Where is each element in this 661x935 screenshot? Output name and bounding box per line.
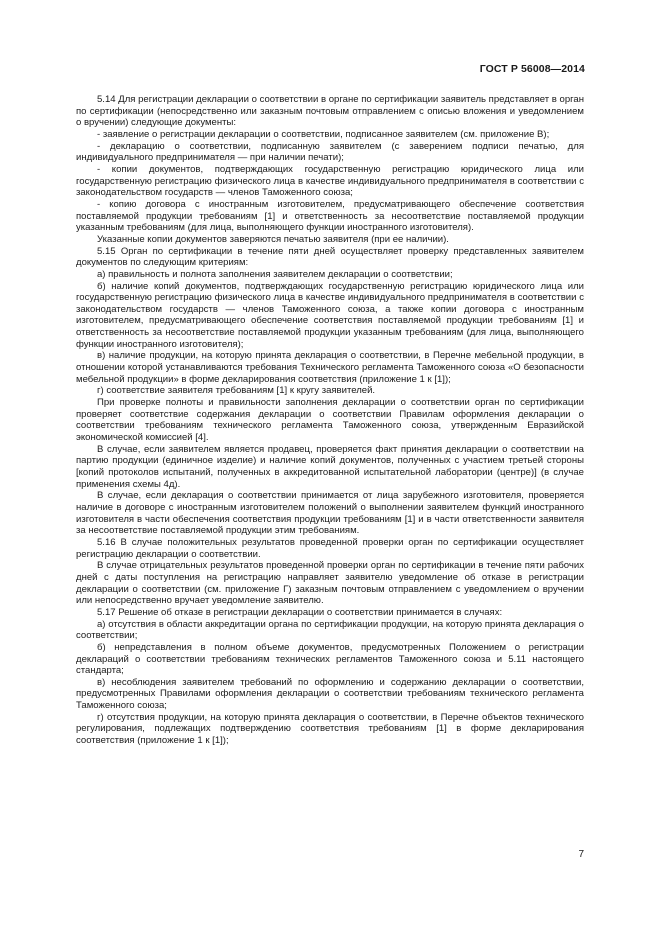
document-body <box>76 94 584 747</box>
paragraph: В случае отрицательных результатов проведенной проверки орган по сертификации в течение пяти рабочих дней с даты поступления на регистрацию направляет заявителю уведомление об отказе в регистрации декларации о соответствии (см. приложение Г) заказным почтовым отправлением с уведомлением о вручении или непосредственно вручает уведомление заявителю. <box>76 560 584 607</box>
paragraph: г) отсутствия продукции, на которую принята декларация о соответствии, в Перечне объектов технического регулирования, подлежащих подтверждению соответствия требованиям [1] в форме декларирования соответствия (приложение 1 к [1]); <box>76 711 584 747</box>
paragraph: 5.17 Решение об отказе в регистрации декларации о соответствии принимается в случаях: <box>97 606 503 618</box>
paragraph: Указанные копии документов заверяются печатью заявителя (при ее наличии). <box>97 233 449 245</box>
paragraph: - копию договора с иностранным изготовителем, предусматривающего обеспечение соответствия поставляемой продукции требованиям [1] и ответственность за несоответствие поставляемой продукции указанным требованиям (для лица, выполняющего функции иностранного изготовителя). <box>76 198 584 234</box>
paragraph: в) наличие продукции, на которую принята декларация о соответствии, в Перечне мебельной продукции, в отношении которой устанавливаются требования Технического регламента Таможенного союза «О безопасности мебельной продукции» в форме декларирования соответствия (приложение 1 к [1]); <box>76 350 584 385</box>
page-number: 7 <box>578 849 584 860</box>
paragraph: - декларацию о соответствии, подписанную заявителем (с заверением подписи печатью, для индивидуального предпринимателя — при наличии печати); <box>76 140 584 164</box>
paragraph: - заявление о регистрации декларации о соответствии, подписанное заявителем (см. приложение В); <box>97 128 550 140</box>
paragraph: - копии документов, подтверждающих государственную регистрацию юридического лица или государственную регистрацию физического лица в качестве индивидуального предпринимателя в соответствии с законодательством государств — членов Таможенного союза; <box>76 163 584 199</box>
paragraph: 5.16 В случае положительных результатов проведенной проверки орган по сертификации осуществляет регистрацию декларации о соответствии. <box>76 536 584 560</box>
standard-header: ГОСТ Р 56008—2014 <box>479 63 585 75</box>
paragraph: 5.14 Для регистрации декларации о соответствии в органе по сертификации заявитель представляет в орган по сертификации (непосредственно или заказным почтовым отправлением с описью вложения и уведомлением о вручении) следующие документы: <box>76 94 584 129</box>
paragraph: б) наличие копий документов, подтверждающих государственную регистрацию юридического лица или государственную регистрацию физического лица в качестве индивидуального предпринимателя в соответствии с законодательством государств — членов Таможенного союза, а также копии договора с иностранным изготовителем, предусматривающего обеспечение соответствия поставляемой продукции требованиям [1] и ответственность за несоответствие поставляемой продукции указанным требованиям (для лица, выполняющего функции иностранного изготовителя); <box>76 280 584 350</box>
paragraph: г) соответствие заявителя требованиям [1] к кругу заявителей. <box>97 385 376 397</box>
paragraph: а) отсутствия в области аккредитации органа по сертификации продукции, на которую принята декларация о соответствии; <box>76 618 584 642</box>
paragraph: В случае, если декларация о соответствии принимается от лица зарубежного изготовителя, проверяется наличие в договоре с иностранным изготовителем положений о выполнении заявителем функций иностранного изготовителя в части обеспечения соответствия продукции требованиям [1] и в части ответственности заявителя за несоответствие поставляемой продукции этим требованиям. <box>76 490 584 537</box>
paragraph: а) правильность и полнота заполнения заявителем декларации о соответствии; <box>97 268 453 280</box>
paragraph: 5.15 Орган по сертификации в течение пяти дней осуществляет проверку представленных заявителем документов по следующим критериям: <box>76 245 584 269</box>
paragraph: б) непредставления в полном объеме документов, предусмотренных Положением о регистрации деклараций о соответствии требованиям технических регламентов Таможенного союза и 5.11 настоящего стандарта; <box>76 641 584 677</box>
paragraph: При проверке полноты и правильности заполнения декларации о соответствии орган по сертификации проверяет соответствие содержания декларации о соответствии Правилам оформления декларации о соответствии требованиям технического регламента Таможенного союза, утвержденным Евразийской экономической комиссией [4]. <box>76 397 584 444</box>
paragraph: в) несоблюдения заявителем требований по оформлению и содержанию декларации о соответствии, предусмотренных Правилами оформления декларации о соответствии требованиям технического регламента Таможенного союза; <box>76 676 584 712</box>
paragraph: В случае, если заявителем является продавец, проверяется факт принятия декларации о соответствии на партию продукции (единичное изделие) и наличие копий документов, полученных с участием третьей стороны [копий протоколов испытаний, полученных в аккредитованной испытательной лаборатории (центре)] (в случае применения схемы 4д). <box>76 443 584 490</box>
